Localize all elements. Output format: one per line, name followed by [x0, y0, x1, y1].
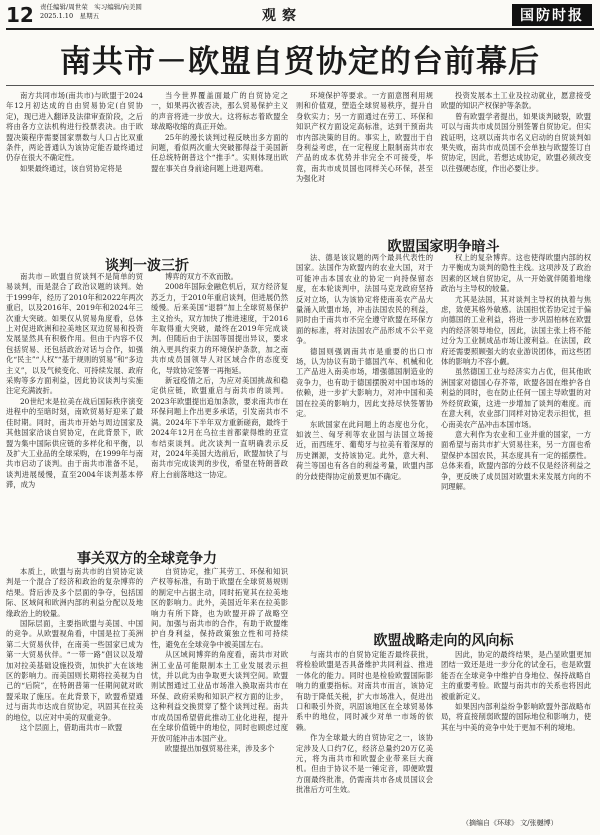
paragraph: 2008年国际金融危机后，双方经济复苏乏力，于2010年重启谈判，但进展仍然缓慢。后来美国“退群”加上全球贸易保护主义抬头，双方加快了推进速度，于2016年取得重大突破，最终在2019年完成谈判。但随后由于法国等国提出异议，要求纳入更具约束力的环境保护条款，加之南共市成员国领导人对区域合作的态度变化，导致协定签署一再拖延。 — [151, 282, 288, 375]
article-column — [441, 650, 591, 816]
article-column — [441, 253, 591, 625]
paragraph: 尤其是法国，其对谈判主导权的执着与焦虑，致使其格外敏感。法国担忧若协定过于偏向德国的工业利益，将进一步巩固柏林在欧盟内的经济领导地位，因此，法国主张上将不能过分为工业制成品市场让渡利益。在法国，政府还需要照顾强大的农业游说团体，而这些团体的影响力不容小觑。 — [441, 294, 591, 367]
source-credit: （摘编自《环球》 文/张樾博） — [462, 819, 558, 827]
paragraph: 作为全球最大的自贸协定之一，该协定涉及人口约7亿，经济总量约20万亿美元，将为南共市和欧盟企业带来巨大商机。但由于协议不是一锤定音，即便欧盟方面最终批准，仍需南共市各成员国议会批准后方可生效。 — [296, 733, 433, 795]
headline: 南共市－欧盟自贸协定的台前幕后 — [60, 44, 540, 80]
editor-line: 责任编辑/周世荣 实习编辑/向美圆 — [40, 3, 142, 11]
article-column — [6, 272, 143, 544]
paragraph: 东欧国家在此问题上的态度也分化，如波兰、匈牙利等农业国与法国立场接近，而西班牙、葡萄牙与拉美有着深厚的历史渊源，支持该协定。此外，意大利、荷兰等国也有各自的利益考量，欧盟内部的分歧使得协定前景更加不确定。 — [296, 419, 433, 481]
paragraph: 曾有欧盟学者提出，如果谈判破裂，欧盟可以与南共市成员国分别签署自贸协定。但实践证明，这项以南共市名义启动的自贸谈判如果失败，南共市成员国不会单独与欧盟签订自贸协定，因此，若想达成协定，欧盟必须改变以往强硬态度，作出必要让步。 — [441, 111, 591, 173]
paragraph: 虽然德国工业与经济实力占优，但其他欧洲国家对德国心存芥蒂，欧盟各国在维护各自利益的同时，也在防止任何一国主导欧盟的对外经贸政策，这进一步增加了谈判的难度。而在意大利，农业部门同样对协定表示担忧，担心南美农产品冲击本国市场。 — [441, 367, 591, 429]
subheading-eu-rivalry: 欧盟国家明争暗斗 — [387, 239, 500, 255]
paragraph: 当今世界覆盖面最广的自贸协定之一，如果再次被否决，那么贸易保护主义的声音将进一步放大。这将标志着欧盟全球战略收缩的真正开始。 — [151, 91, 288, 132]
paragraph: 意大利作为农业和工业并重的国家，一方面希望与南共市扩大贸易往来，另一方面也希望保护本国农民，其态度具有一定的摇摆性。总体来看，欧盟内部的分歧不仅是经济利益之争，更反映了成员国对欧盟未来发展方向的不同理解。 — [441, 429, 591, 491]
paragraph: 投资发展本土工业及拉动就业，愿意接受欧盟的知识产权保护等条款。 — [441, 91, 591, 111]
article-column — [441, 91, 591, 249]
paragraph: 法、德是该议题的两个最具代表性的国家。法国作为欧盟内的农业大国，对于可能冲击本国农业的协定一向持保留态度，在本轮谈判中，法国马克龙政府坚持反对立场，认为该协定将使南美农产品大量涌入欧盟市场，冲击法国农民的利益，同时由于南共市不完全遵守欧盟在环保方面的标准，将对法国农产品形成不公平竞争。 — [296, 253, 433, 346]
page-header — [0, 0, 600, 30]
paragraph: 南共市－欧盟自贸谈判不是简单的贸易谈判，而是混合了政治议题的谈判。始于1999年，经历了2010年和2022年两次重启，以及2016年、2019年和2024年三次重大突破。如果仅从贸易角度看，总体上对促进欧洲和拉美地区双边贸易和投资发展显然具有积极作用。但由于内容不仅包括贸易、还包括政治对话与合作，如强化“民主”“人权”“基于规则的贸易”和“多边主义”，以及气候变化、可持续发展、政府采购等多方面利益，因此协议谈判与实施注定充满波折。 — [6, 272, 143, 396]
header-meta — [40, 3, 142, 21]
paragraph: 因此，协定的最终结果，是凸显欧盟更加团结一致还是进一步分化的试金石，也是欧盟能否在全球竞争中维护自身地位、保持战略自主的重要考验。欧盟与南共市的关系也将因此被重新定义。 — [441, 650, 591, 701]
paragraph: 如果最终通过，该自贸协定将是 — [20, 163, 123, 173]
article-column — [151, 91, 288, 249]
headline-rule — [6, 85, 594, 86]
article-column — [296, 650, 433, 830]
subheading-strategy: 欧盟战略走向的风向标 — [373, 633, 514, 649]
paragraph: 从区域间博弈的角度看，南共市对欧洲工业品可能限制本土工业发展表示担忧，并以此为由争取更大谈判空间。欧盟则试图通过工业品市场准入换取南共市在环保、政府采购和知识产权方面的让步，这种利益交换贯穿了整个谈判过程。南共市成员国希望借此推动工业化进程，提升在全球价值链中的地位，同时也顾虑过度开放可能冲击本国产业。 — [151, 650, 288, 743]
paragraph: 环境保护等要求。一方面意图利用规则和价值观，塑造全球贸易秩序，提升自身软实力；另一方面通过在劳工、环保和知识产权方面设定高标准，达到干预南共市内部决策的目的。事实上，欧盟出于自身利益考虑，在一定程度上限制南共市农产品的成本优势并非完全不可接受，毕竟，南共市成员国也同样关心环保，甚至为强化对 — [296, 91, 433, 184]
subheading-negotiation: 谈判一波三折 — [105, 258, 189, 274]
paragraph: 本质上，欧盟与南共市的自贸协定谈判是一个混合了经济和政治的复杂博弈的结果。背后涉及多个层面的争夺，包括国际、区域间和欧洲内部的利益分配以及地缘政治上的较量。 — [6, 567, 143, 618]
masthead-logo: 国防时报 — [512, 4, 592, 26]
paragraph: 国际层面，主要指欧盟与美国、中国的竞争。从欧盟视角看，中国是拉丁美洲第二大贸易伙伴，在南美一些国家已成为第一大贸易伙伴。“一带一路”倡议以及增加对拉美基础设施投资，加快扩大在该地区的影响力。而美国则长期将拉美视为自己的“后院”，在特朗普第一任期间就对欧盟采取了施压。在此背景下，欧盟希望通过与南共市达成自贸协定，巩固其在拉美的地位，以应对中美的双重竞争。 — [6, 619, 143, 722]
paragraph: 20世纪末是拉美在战后国际秩序演变进程中的至暗时刻，南欧贸易好迎来了最佳时期。同时，南共市开始与周边国家及其他国家洽谈自贸协定，在此背景下，欧盟为集中国际供应链的多样化和平衡，以及扩大工业品的全球采购，在1999年与南共市启动了谈判。由于南共市准备不足，谈判进展缓慢，直至2004年谈判基本停滞，成为 — [6, 396, 143, 490]
article-column — [6, 567, 143, 829]
paragraph: 德国则强调南共市是重要的出口市场，认为协议有助于德国汽车、机械和化工产品进入南美市场，增强德国制造业的竞争力，也有助于德国摆脱对中国市场的依赖，进一步扩大影响力，对冲中国和美国在拉美的影响力，因此支持尽快签署协定。 — [296, 346, 433, 419]
article-column — [296, 253, 433, 625]
article-column — [151, 567, 288, 829]
article-column — [151, 272, 288, 544]
paragraph: 欧盟提出加强贸易往来，涉及多个 — [165, 743, 275, 753]
subheading-competitiveness: 事关双方的全球竞争力 — [77, 551, 217, 567]
article-column — [296, 91, 433, 249]
paragraph: 自贸协定，推广其劳工、环保和知识产权等标准，有助于欧盟在全球贸易规则的制定中占据主动，同时拓宽其在拉美地区的影响力。此外，美国近年来在拉美影响力有所下降，也为欧盟开辟了战略空间。加强与南共市的合作，有助于欧盟维护自身利益，保持政策独立性和可持续性，避免在全球竞争中被美国左右。 — [151, 567, 288, 649]
paragraph: 权上的复杂博弈。这也使得欧盟内部的权力平衡成为谈判的隐性主线。这项涉及了政治因素的区域自贸协定，从一开始就伴随着地缘政治与主导权的较量。 — [441, 253, 591, 294]
paragraph: 这个层面上，借助南共市－欧盟 — [20, 723, 123, 733]
paragraph: 博弈的双方不欢而散。 — [165, 272, 238, 281]
date-line: 2025.1.10 星期五 — [40, 12, 100, 20]
paragraph: 25年的漫长谈判过程反映出多方面的问题，看似两次重大突破都得益于美国新任总统特朗普这个“推手”。实则体现出欧盟在事关自身前途问题上进退两难。 — [151, 132, 288, 173]
paragraph: 与南共市的自贸协定能否最终获批，将检验欧盟是否具备维护共同利益、推进一体化的能力。同时也是检验欧盟国际影响力的重要指标。对南共市而言，该协定有助于降低关税，扩大市场准入，促进出口和吸引外资，巩固该地区在全球贸易体系中的地位，同时减少对单一市场的依赖。 — [296, 650, 433, 732]
paragraph: 南方共同市场(南共市)与欧盟于2024年12月初达成的自由贸易协定(自贸协定)，现已进入翻译及法律审查阶段，之后将由各方立法机构进行投票表决。由于欧盟决策程序需要国家票数与人口占比双重条件，两论普通认为该协定能否最终通过仍存在很大不确定性。 — [6, 91, 143, 163]
section-title: 观察 — [262, 8, 302, 24]
header-rule — [6, 28, 594, 30]
paragraph: 新冠疫情之后，为应对美国挑战和稳定供应链，欧盟重启与南共市的谈判。2023年欧盟提出追加条款，要求南共市在环保问题上作出更多承诺，引发南共市不满。2024年下半年双方重新磋商，最终于2024年12月在乌拉圭首都蒙得维的亚宣布结束谈判。此次谈判一直明确表示反对，2024年美国大选前后，欧盟加快了与南共市完成谈判的步伐，希望在特朗普政府上台前落地这一协定。 — [151, 376, 288, 479]
paragraph: 如果因内部利益纷争影响欧盟外部战略布局，将直接削弱欧盟的国际地位和影响力，使其在与中美的竞争中处于更加不利的境地。 — [441, 702, 591, 732]
page-number: 12 — [6, 3, 34, 27]
article-column — [6, 91, 143, 249]
